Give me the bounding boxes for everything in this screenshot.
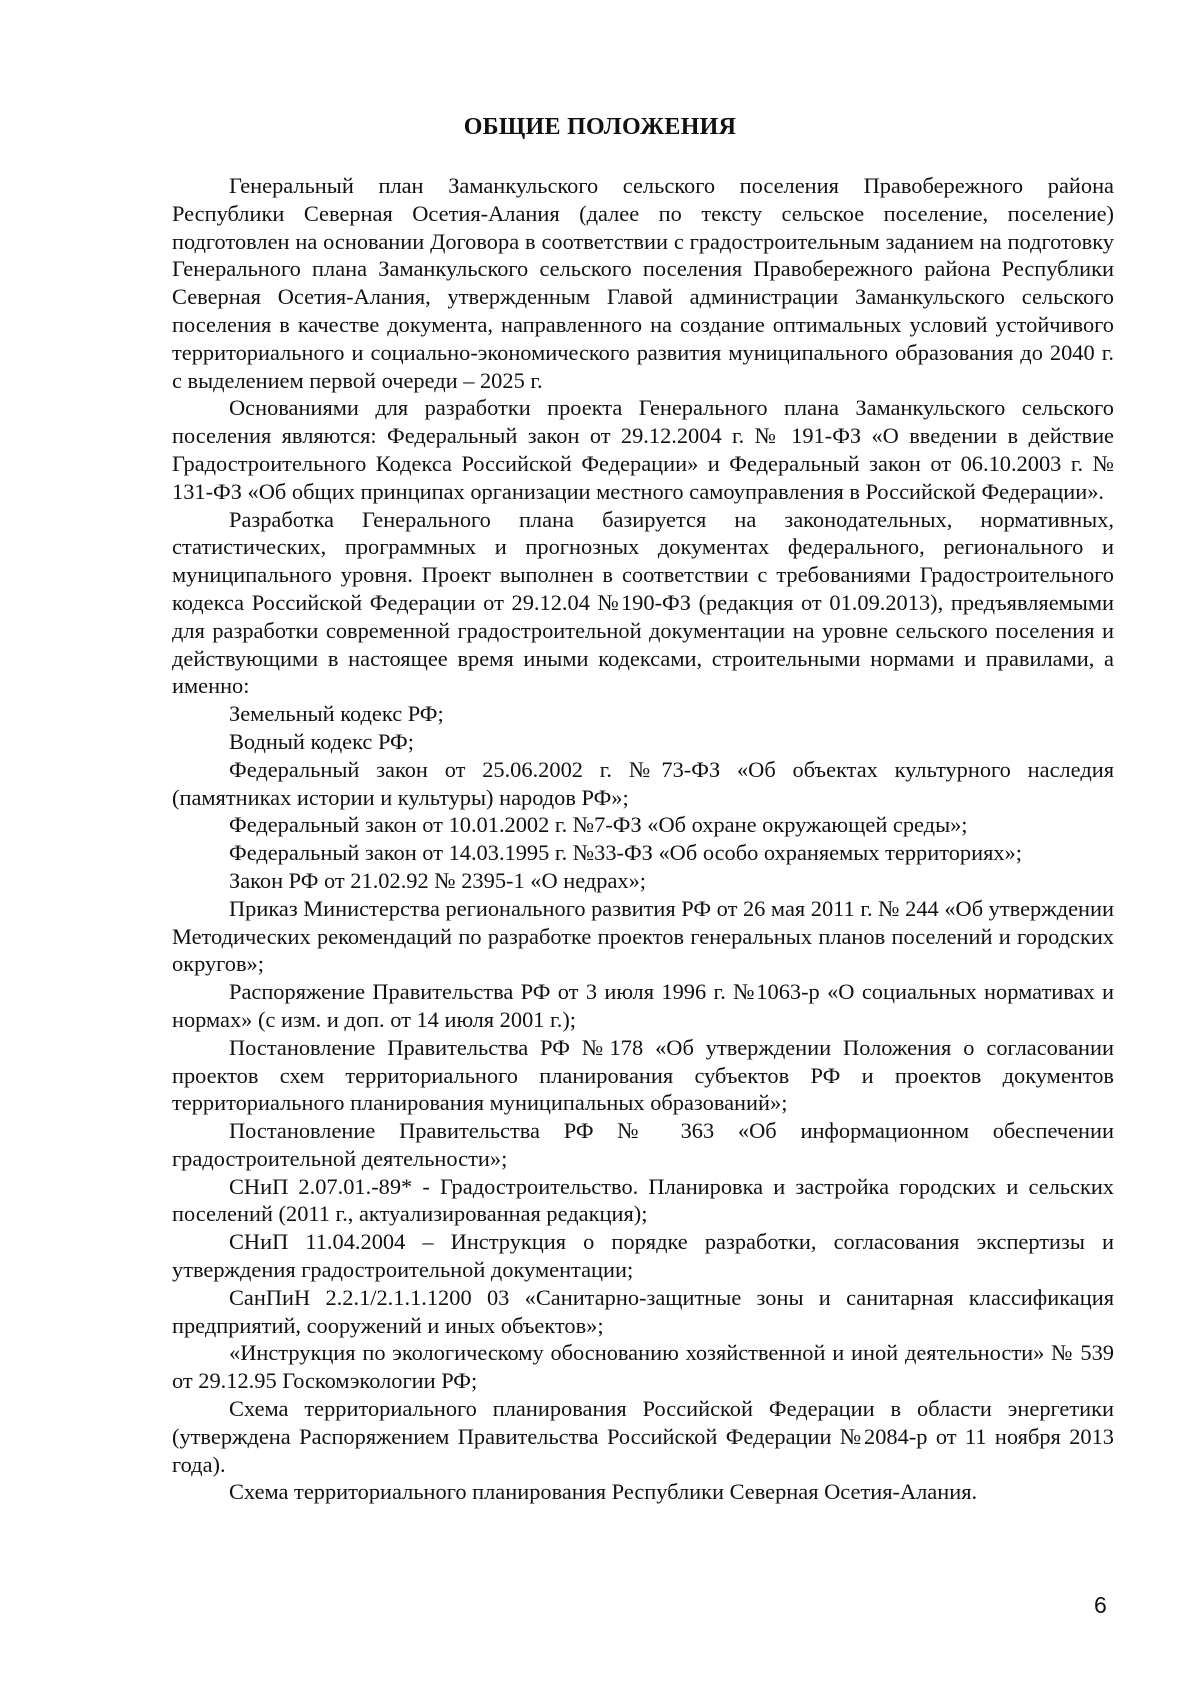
- list-item: «Инструкция по экологическому обоснованию хозяйственной и иной деятельности» № 539 от 29.12.95 Госкомэкологии РФ;: [172, 1340, 1114, 1394]
- section-heading: ОБЩИЕ ПОЛОЖЕНИЯ: [463, 114, 737, 140]
- list-item: Закон РФ от 21.02.92 № 2395-1 «О недрах»;: [229, 867, 646, 893]
- paragraph: Основаниями для разработки проекта Генерального плана Заманкульского сельского поселения являются: Федеральный закон от 29.12.2004 г. № 191-ФЗ «О введении в действие Градостроительного Кодекса Российской Федерации» и Федеральный закон от 06.10.2003 г. № 131-ФЗ «Об общих принципах организации местного самоуправления в Российской Федерации».: [172, 395, 1114, 504]
- list-item: СНиП 11.04.2004 – Инструкция о порядке разработки, согласования экспертизы и утверждения градостроительной документации;: [172, 1229, 1114, 1283]
- list-item: Схема территориального планирования Республики Северная Осетия-Алания.: [229, 1479, 978, 1505]
- list-item: Федеральный закон от 14.03.1995 г. №33-ФЗ «Об особо охраняемых территориях»;: [229, 840, 1022, 866]
- list-item: Приказ Министерства регионального развития РФ от 26 мая 2011 г. № 244 «Об утверждении Методических рекомендаций по разработке проектов генеральных планов поселений и городских округов»;: [172, 895, 1114, 977]
- list-item: СанПиН 2.2.1/2.1.1.1200 03 «Санитарно-защитные зоны и санитарная классификация предприятий, сооружений и иных объектов»;: [172, 1284, 1114, 1338]
- list-item: Постановление Правительства РФ № 363 «Об информационном обеспечении градостроительной деятельности»;: [172, 1118, 1114, 1171]
- list-item: Водный кодекс РФ;: [229, 728, 414, 754]
- document-body: [172, 172, 1114, 1506]
- list-item: Федеральный закон от 25.06.2002 г. №73-ФЗ «Об объектах культурного наследия (памятниках истории и культуры) народов РФ»;: [172, 756, 1114, 810]
- paragraph: Генеральный план Заманкульского сельского поселения Правобережного района Республики Северная Осетия-Алания (далее по тексту сельское поселение, поселение) подготовлен на основании Договора в соответствии с градостроительным заданием на подготовку Генерального плана Заманкульского сельского поселения Правобережного района Республики Северная Осетия-Алания, утвержденным Главой администрации Заманкульского сельского поселения в качестве документа, направленного на создание оптимальных условий устойчивого территориального и социально-экономического развития муниципального образования до 2040 г. с выделением первой очереди – 2025 г.: [172, 173, 1114, 393]
- list-item: Постановление Правительства РФ №178 «Об утверждении Положения о согласовании проектов схем территориального планирования субъектов РФ и проектов документов территориального планирования муниципальных образований»;: [172, 1034, 1114, 1116]
- paragraph: Разработка Генерального плана базируется на законодательных, нормативных, статистических, программных и прогнозных документах федерального, регионального и муниципального уровня. Проект выполнен в соответствии с требованиями Градостроительного кодекса Российской Федерации от 29.12.04 №190-ФЗ (редакция от 01.09.2013), предъявляемыми для разработки современной градостроительной документации на уровне сельского поселения и действующими в настоящее время иными кодексами, строительными нормами и правилами, а именно:: [172, 506, 1114, 699]
- list-item: СНиП 2.07.01.-89* - Градостроительство. Планировка и застройка городских и сельских поселений (2011 г., актуализированная редакция);: [172, 1173, 1114, 1227]
- list-item: Федеральный закон от 10.01.2002 г. №7-ФЗ «Об охране окружающей среды»;: [229, 812, 968, 838]
- page-number: 6: [1094, 1592, 1107, 1618]
- list-item: Земельный кодекс РФ;: [229, 701, 444, 727]
- list-item: Распоряжение Правительства РФ от 3 июля 1996 г. №1063-р «О социальных нормативах и нормах» (с изм. и доп. от 14 июля 2001 г.);: [172, 979, 1114, 1032]
- list-item: Схема территориального планирования Российской Федерации в области энергетики (утверждена Распоряжением Правительства Российской Федерации №2084-р от 11 ноября 2013 года).: [172, 1396, 1114, 1477]
